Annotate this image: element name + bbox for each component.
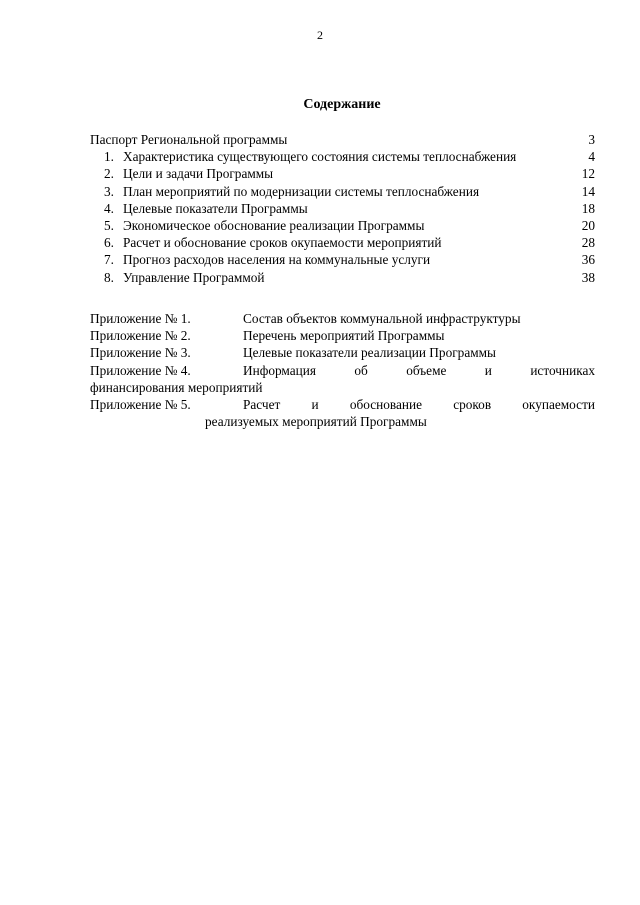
appendix-title xyxy=(243,396,595,413)
toc-entry-page: 18 xyxy=(581,200,595,216)
toc-entry-text: Паспорт Региональной программы xyxy=(90,132,288,147)
toc-entry xyxy=(90,269,595,286)
appendix-title: Целевые показатели реализации Программы xyxy=(243,345,496,361)
appendix-label: Приложение № 4. xyxy=(90,362,191,378)
page-title: Содержание xyxy=(303,97,381,112)
appendix-entry xyxy=(90,396,595,413)
appendix-label: Приложение № 3. xyxy=(90,345,191,361)
toc-entry-number: 5. xyxy=(104,217,114,233)
toc-entry-number: 1. xyxy=(104,149,114,165)
toc-entry xyxy=(90,200,595,217)
appendix-title: Перечень мероприятий Программы xyxy=(243,328,445,344)
appendix-entry xyxy=(90,310,595,327)
appendix-list xyxy=(90,310,595,430)
toc-entry-number: 4. xyxy=(104,200,114,216)
appendix-word: Расчет xyxy=(243,396,281,412)
page-number: 2 xyxy=(317,28,323,42)
toc-entry-page: 14 xyxy=(581,183,595,199)
toc-entry-page: 38 xyxy=(581,269,595,285)
appendix-word: объеме xyxy=(406,362,447,378)
toc-entry xyxy=(90,165,595,182)
toc-entry xyxy=(90,148,595,165)
toc-entry-text: Управление Программой xyxy=(123,269,265,285)
toc-entry-text: План мероприятий по модернизации системы теплоснабжения xyxy=(123,183,480,199)
toc-entry-page: 12 xyxy=(581,166,595,182)
toc-entry-text: Характеристика существующего состояния системы теплоснабжения xyxy=(123,149,517,165)
toc-entry-number: 8. xyxy=(104,269,114,285)
toc-entry xyxy=(90,234,595,251)
toc-entry-page: 20 xyxy=(581,217,595,233)
toc-entry-number: 6. xyxy=(104,235,114,251)
toc-entry-passport xyxy=(90,131,595,148)
toc-entry-text: Прогноз расходов населения на коммунальные услуги xyxy=(123,252,431,268)
appendix-word: сроков xyxy=(453,396,492,412)
appendix-entry xyxy=(90,362,595,379)
toc-entry-text: Расчет и обоснование сроков окупаемости мероприятий xyxy=(123,235,442,251)
toc-entry-text: Экономическое обоснование реализации Программы xyxy=(123,217,425,233)
toc-entry-number: 3. xyxy=(104,183,114,199)
appendix-title-continuation: реализуемых мероприятий Программы xyxy=(205,414,427,430)
appendix-title xyxy=(243,362,595,379)
appendix-word: источниках xyxy=(530,362,595,378)
appendix-word: и xyxy=(311,396,319,412)
appendix-word: Информация xyxy=(243,362,317,378)
toc-entry-page: 28 xyxy=(581,235,595,251)
toc-entry-number: 7. xyxy=(104,252,114,268)
toc-entry-text: Цели и задачи Программы xyxy=(123,166,274,182)
appendix-label: Приложение № 5. xyxy=(90,396,191,412)
appendix-entry xyxy=(90,344,595,361)
toc-entry-text: Целевые показатели Программы xyxy=(123,200,308,216)
toc-entry xyxy=(90,217,595,234)
appendix-word: об xyxy=(354,362,368,378)
table-of-contents xyxy=(90,131,595,286)
appendix-title-continuation: финансирования мероприятий xyxy=(90,379,263,395)
appendix-label: Приложение № 2. xyxy=(90,328,191,344)
toc-entry-number: 2. xyxy=(104,166,114,182)
toc-entry xyxy=(90,251,595,268)
toc-entry-page: 36 xyxy=(581,252,595,268)
appendix-entry xyxy=(90,327,595,344)
toc-entry-page: 4 xyxy=(588,149,595,165)
toc-entry-page: 3 xyxy=(588,132,595,147)
appendix-label: Приложение № 1. xyxy=(90,311,191,326)
toc-entry xyxy=(90,183,595,200)
appendix-title: Состав объектов коммунальной инфраструктуры xyxy=(243,311,521,326)
appendix-word: окупаемости xyxy=(522,396,595,412)
appendix-word: и xyxy=(484,362,492,378)
appendix-word: обоснование xyxy=(349,396,423,412)
